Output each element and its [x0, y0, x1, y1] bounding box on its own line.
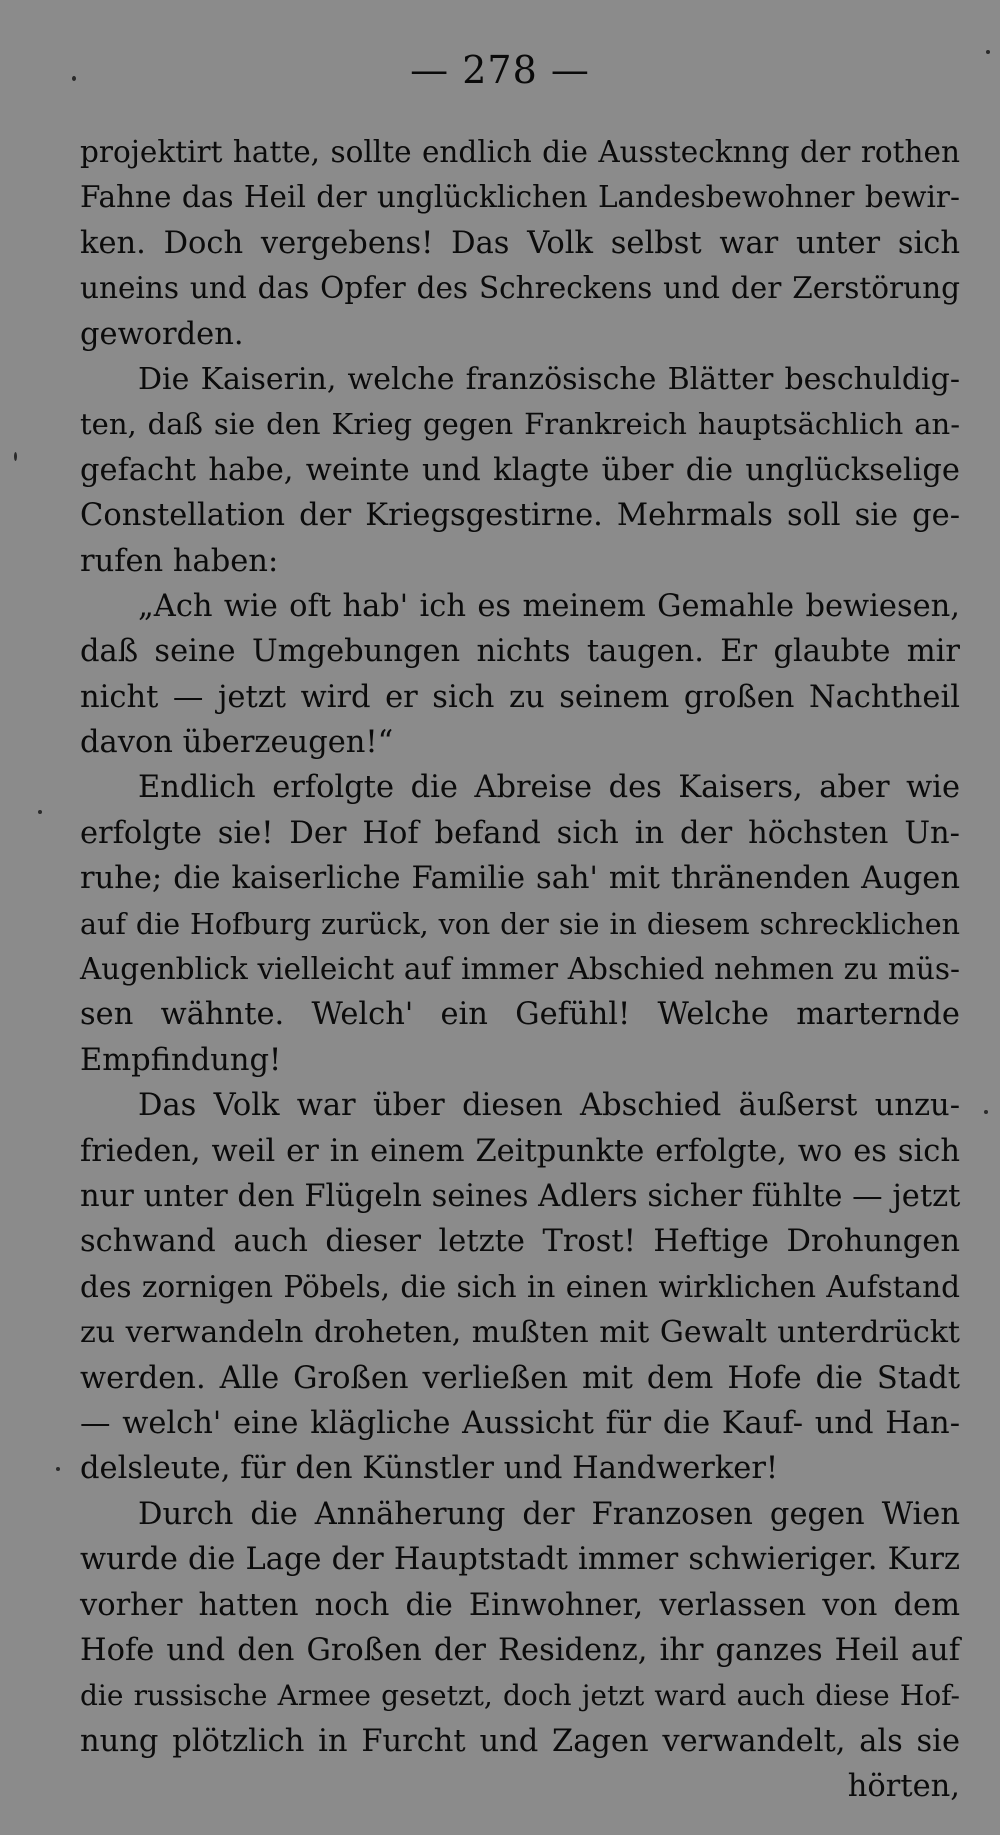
text-line: des zornigen Pöbels, die sich in einen wirklichen Aufstand: [80, 1269, 960, 1304]
text-line: daß seine Umgebungen nichts taugen. Er glaubte mir: [80, 634, 960, 670]
scan-speck: [14, 452, 17, 461]
page-number: — 278 —: [410, 48, 590, 92]
text-line: erfolgte sie! Der Hof befand sich in der höchsten Un-: [80, 815, 960, 851]
text-line: werden. Alle Großen verließen mit dem Hofe die Stadt: [80, 1360, 960, 1396]
text-line: Augenblick vielleicht auf immer Abschied nehmen zu müs-: [80, 952, 960, 987]
text-line: Endlich erfolgte die Abreise des Kaisers, aber wie: [138, 770, 960, 806]
text-line: davon überzeugen!“: [80, 725, 394, 761]
scan-speck: [986, 50, 990, 54]
text-line: auf die Hofburg zurück, von der sie in diesem schrecklichen: [80, 907, 960, 941]
scan-speck: [56, 1467, 60, 1471]
text-line: nicht — jetzt wird er sich zu seinem großen Nachtheil: [80, 679, 960, 715]
text-line: „Ach wie oft hab' ich es meinem Gemahle bewiesen,: [138, 588, 960, 624]
text-line: Das Volk war über diesen Abschied äußerst unzu-: [138, 1088, 960, 1124]
text-line: vorher hatten noch die Einwohner, verlassen von dem: [80, 1587, 960, 1623]
text-line: Die Kaiserin, welche französische Blätter beschuldig-: [138, 361, 960, 397]
text-line: zu verwandeln droheten, mußten mit Gewalt unterdrückt: [80, 1315, 960, 1351]
text-line: geworden.: [80, 316, 244, 352]
text-line: wurde die Lage der Hauptstadt immer schwieriger. Kurz: [80, 1542, 960, 1578]
text-line: ruhe; die kaiserliche Familie sah' mit thränenden Augen: [80, 861, 960, 897]
scan-speck: [38, 810, 42, 814]
text-line: ten, daß sie den Krieg gegen Frankreich hauptsächlich an-: [80, 407, 960, 442]
text-line: frieden, weil er in einem Zeitpunkte erfolgte, wo es sich: [80, 1133, 960, 1169]
text-line: nur unter den Flügeln seines Adlers sicher fühlte — jetzt: [80, 1178, 961, 1214]
text-line: Durch die Annäherung der Franzosen gegen Wien: [138, 1496, 960, 1532]
text-line: Fahne das Heil der unglücklichen Landesbewohner bewir-: [80, 180, 960, 215]
text-line: Constellation der Kriegsgestirne. Mehrmals soll sie ge-: [80, 498, 960, 534]
text-line: — welch' eine klägliche Aussicht für die Kauf- und Han-: [80, 1405, 960, 1441]
text-line: schwand auch dieser letzte Trost! Heftige Drohungen: [80, 1224, 960, 1260]
scan-speck: [72, 76, 76, 81]
text-line: gefacht habe, weinte und klagte über die unglückselige: [80, 452, 960, 488]
text-line: rufen haben:: [80, 543, 279, 579]
scan-speck: [984, 1110, 988, 1114]
text-line: Empfindung!: [80, 1042, 282, 1078]
text-line: nung plötzlich in Furcht und Zagen verwandelt, als sie: [80, 1723, 960, 1759]
text-line: delsleute, für den Künstler und Handwerker!: [80, 1451, 779, 1487]
catchword: hörten,: [847, 1769, 960, 1805]
text-line: die russische Armee gesetzt, doch jetzt ward auch diese Hof-: [80, 1679, 960, 1713]
text-line: Hofe und den Großen der Residenz, ihr ganzes Heil auf: [80, 1632, 960, 1668]
text-line: sen wähnte. Welch' ein Gefühl! Welche marternde: [80, 997, 960, 1033]
page-body: [80, 130, 960, 1809]
text-line: projektirt hatte, sollte endlich die Ausstecknng der rothen: [80, 135, 960, 169]
text-line: uneins und das Opfer des Schreckens und der Zerstörung: [80, 271, 960, 306]
text-line: ken. Doch vergebens! Das Volk selbst war unter sich: [80, 225, 960, 261]
